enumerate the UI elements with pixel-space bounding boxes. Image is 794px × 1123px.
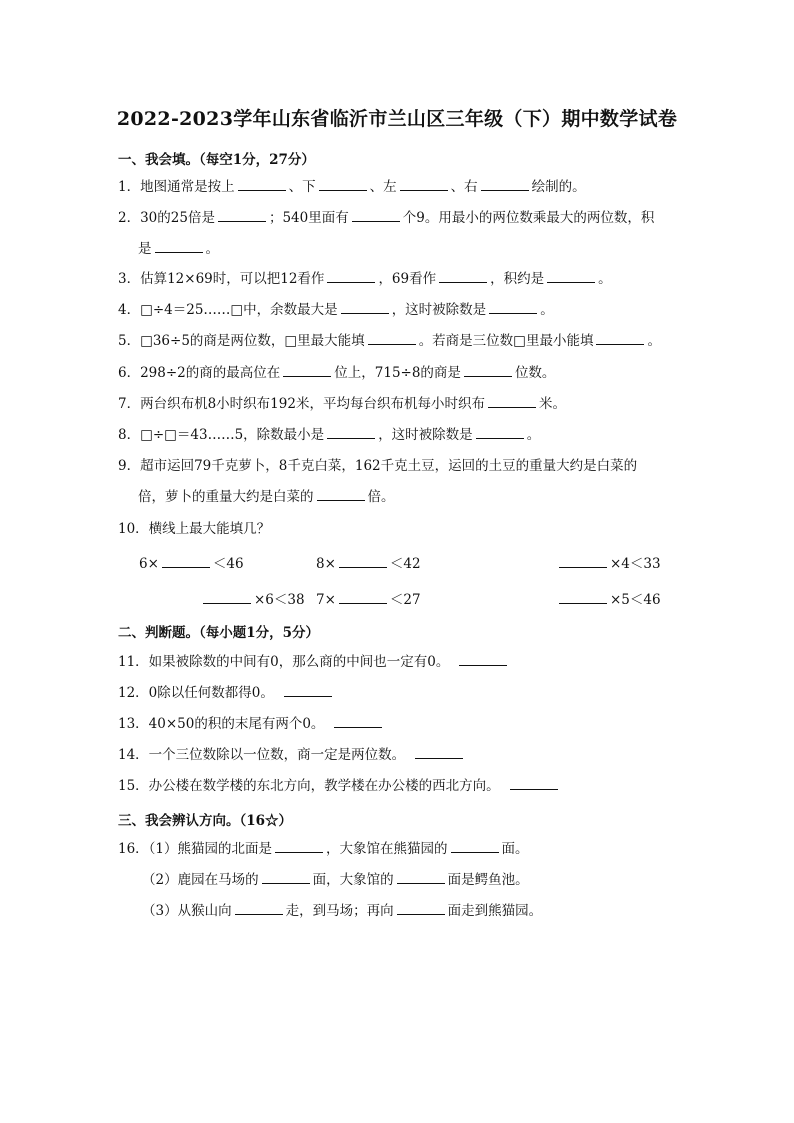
question-16-2: （2）鹿园在马场的 面，大象馆的 面是鳄鱼池。	[142, 872, 529, 888]
answer-blank[interactable]	[397, 902, 445, 915]
section-3-heading: 三、我会辨认方向。（16☆）	[118, 813, 293, 829]
question-10: 10．横线上最大能填几？	[118, 521, 271, 537]
answer-blank[interactable]	[319, 178, 367, 191]
answer-blank[interactable]	[327, 426, 375, 439]
section-2-heading: 二、判断题。（每小题1分，5分）	[118, 625, 320, 641]
answer-blank[interactable]	[488, 395, 536, 408]
q10-item-5: 7× ＜27	[316, 592, 421, 608]
answer-blank[interactable]	[155, 240, 203, 253]
answer-blank[interactable]	[262, 871, 310, 884]
answer-blank[interactable]	[352, 209, 400, 222]
answer-blank[interactable]	[397, 871, 445, 884]
answer-blank[interactable]	[341, 301, 389, 314]
answer-blank[interactable]	[339, 555, 387, 568]
answer-blank[interactable]	[238, 178, 286, 191]
answer-blank[interactable]	[451, 840, 499, 853]
answer-blank[interactable]	[339, 591, 387, 604]
question-16-1: 16．（1）熊猫园的北面是 ，大象馆在熊猫园的 面。	[118, 841, 529, 857]
answer-blank[interactable]	[284, 684, 332, 697]
question-6: 6．298÷2的商的最高位在 位上，715÷8的商是 位数。	[118, 365, 556, 381]
question-2: 2．30的25倍是 ；540里面有 个9。用最小的两位数乘最大的两位数，积	[118, 210, 655, 226]
answer-blank[interactable]	[283, 364, 331, 377]
question-14: 14．一个三位数除以一位数，商一定是两位数。	[118, 746, 466, 764]
question-4: 4．□÷4＝25……□中，余数最大是 ，这时被除数是 。	[118, 302, 554, 318]
question-5: 5．□36÷5的商是两位数，□里最大能填 。若商是三位数□里最小能填 。	[118, 333, 661, 349]
q10-item-3: ×4＜33	[556, 552, 661, 572]
answer-blank[interactable]	[481, 178, 529, 191]
question-1: 1．地图通常是按上 、下 、左 、右 绘制的。	[118, 179, 586, 195]
q10-item-4: ×6＜38	[200, 588, 305, 608]
answer-blank[interactable]	[400, 178, 448, 191]
question-2-cont: 是 。	[138, 241, 219, 257]
answer-blank[interactable]	[510, 777, 558, 790]
section-1-heading: 一、我会填。（每空1分，27分）	[118, 152, 315, 168]
answer-blank[interactable]	[415, 746, 463, 759]
question-12: 12．0除以任何数都得0。	[118, 684, 335, 702]
answer-blank[interactable]	[464, 364, 512, 377]
answer-blank[interactable]	[334, 715, 382, 728]
answer-blank[interactable]	[275, 840, 323, 853]
question-9-cont: 倍，萝卜的重量大约是白菜的 倍。	[138, 489, 395, 505]
answer-blank[interactable]	[235, 902, 283, 915]
question-8: 8．□÷□＝43……5，除数最小是 ，这时被除数是 。	[118, 427, 541, 443]
answer-blank[interactable]	[559, 591, 607, 604]
page-title: 2022-2023学年山东省临沂市兰山区三年级（下）期中数学试卷	[116, 108, 678, 130]
q10-item-1: 6× ＜46	[139, 556, 244, 572]
q10-item-6: ×5＜46	[556, 588, 661, 608]
question-11: 11．如果被除数的中间有0，那么商的中间也一定有0。	[118, 653, 510, 671]
question-15: 15．办公楼在数学楼的东北方向，教学楼在办公楼的西北方向。	[118, 777, 561, 795]
question-13: 13．40×50的积的末尾有两个0。	[118, 715, 385, 733]
answer-blank[interactable]	[218, 209, 266, 222]
answer-blank[interactable]	[459, 653, 507, 666]
answer-blank[interactable]	[327, 270, 375, 283]
question-3: 3．估算12×69时，可以把12看作 ，69看作 ，积约是 。	[118, 271, 612, 287]
answer-blank[interactable]	[547, 270, 595, 283]
answer-blank[interactable]	[439, 270, 487, 283]
q10-item-2: 8× ＜42	[316, 556, 421, 572]
answer-blank[interactable]	[596, 332, 644, 345]
answer-blank[interactable]	[317, 488, 365, 501]
answer-blank[interactable]	[203, 591, 251, 604]
question-9: 9．超市运回79千克萝卜，8千克白菜，162千克土豆，运回的土豆的重量大约是白菜的	[118, 458, 638, 474]
question-7: 7．两台织布机8小时织布192米，平均每台织布机每小时织布 米。	[118, 396, 566, 412]
answer-blank[interactable]	[559, 555, 607, 568]
answer-blank[interactable]	[476, 426, 524, 439]
question-16-3: （3）从猴山向 走，到马场；再向 面走到熊猫园。	[142, 903, 543, 919]
answer-blank[interactable]	[368, 332, 416, 345]
answer-blank[interactable]	[162, 555, 210, 568]
answer-blank[interactable]	[489, 301, 537, 314]
